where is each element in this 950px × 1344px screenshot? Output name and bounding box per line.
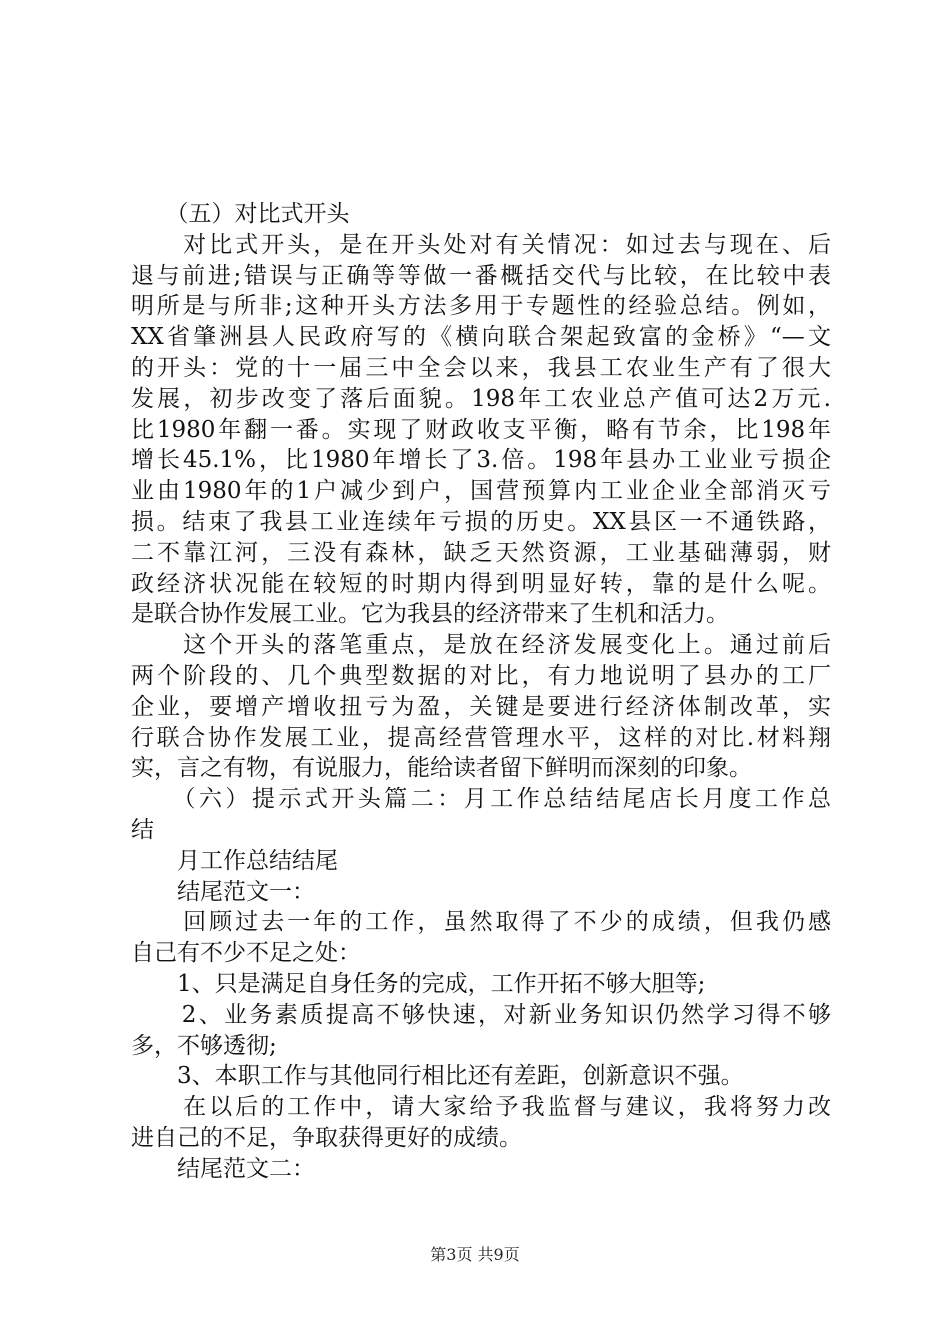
text-line: 这个开头的落笔重点，是放在经济发展变化上。通过前后 [131, 632, 831, 659]
text-line: 是联合协作发展工业。它为我县的经济带来了生机和活力。 [131, 601, 729, 628]
text-line: 多，不够透彻; [131, 1032, 277, 1059]
text-line: 进自己的不足，争取获得更好的成绩。 [131, 1124, 522, 1151]
text-line: 两个阶段的、几个典型数据的对比，有力地说明了县办的工厂 [131, 662, 831, 689]
text-line: 在以后的工作中，请大家给予我监督与建议，我将努力改 [131, 1094, 831, 1121]
text-line: 明所是与所非;这种开头方法多用于专题性的经验总结。例如， [131, 293, 831, 320]
text-line: （五）对比式开头 [131, 201, 350, 227]
text-line: 发展，初步改变了落后面貌。198年工农业总产值可达2万元. [131, 385, 831, 412]
text-line: 对比式开头，是在开头处对有关情况：如过去与现在、后 [131, 231, 831, 258]
text-line: 比1980年翻一番。实现了财政收支平衡，略有节余，比198年 [131, 416, 831, 443]
text-line: （六）提示式开头篇二：月工作总结结尾店长月度工作总 [131, 786, 831, 813]
text-line: 结 [131, 816, 154, 843]
text-line: 退与前进;错误与正确等等做一番概括交代与比较，在比较中表 [131, 262, 831, 289]
text-line: 二不靠江河，三没有森林，缺乏天然资源，工业基础薄弱，财 [131, 539, 831, 566]
text-line: 回顾过去一年的工作，虽然取得了不少的成绩，但我仍感 [131, 909, 831, 936]
text-line: 结尾范文一： [131, 878, 315, 905]
text-line: XX省肇洲县人民政府写的《横向联合架起致富的金桥》“—文 [131, 324, 831, 351]
text-line: 业由1980年的1户减少到户，国营预算内工业企业全部消灭亏 [131, 478, 831, 505]
text-line: 政经济状况能在较短的时期内得到明显好转，靠的是什么呢。 [131, 570, 831, 597]
text-line: 损。结束了我县工业连续年亏损的历史。XX县区一不通铁路， [131, 508, 831, 535]
text-line: 企业，要增产增收扭亏为盈，关键是要进行经济体制改革，实 [131, 693, 831, 720]
text-line: 3、本职工作与其他同行相比还有差距，创新意识不强。 [131, 1063, 744, 1090]
text-line: 增长45.1%，比1980年增长了3.倍。198年县办工业业亏损企 [131, 447, 831, 474]
text-line: 行联合协作发展工业，提高经营管理水平，这样的对比.材料翔 [131, 724, 831, 751]
text-line: 实，言之有物，有说服力，能给读者留下鲜明而深刻的印象。 [131, 755, 752, 782]
text-line: 自己有不少不足之处： [131, 940, 361, 967]
document-body [131, 199, 831, 1185]
text-line: 月工作总结结尾 [131, 847, 338, 874]
text-line: 的开头：党的十一届三中全会以来，我县工农业生产有了很大 [131, 354, 831, 381]
text-line: 2、业务素质提高不够快速，对新业务知识仍然学习得不够 [131, 1001, 831, 1028]
text-line: 结尾范文二： [131, 1155, 315, 1182]
text-line: 1、只是满足自身任务的完成，工作开拓不够大胆等; [131, 970, 706, 997]
page-footer: 第3页 共9页 [430, 1245, 520, 1264]
